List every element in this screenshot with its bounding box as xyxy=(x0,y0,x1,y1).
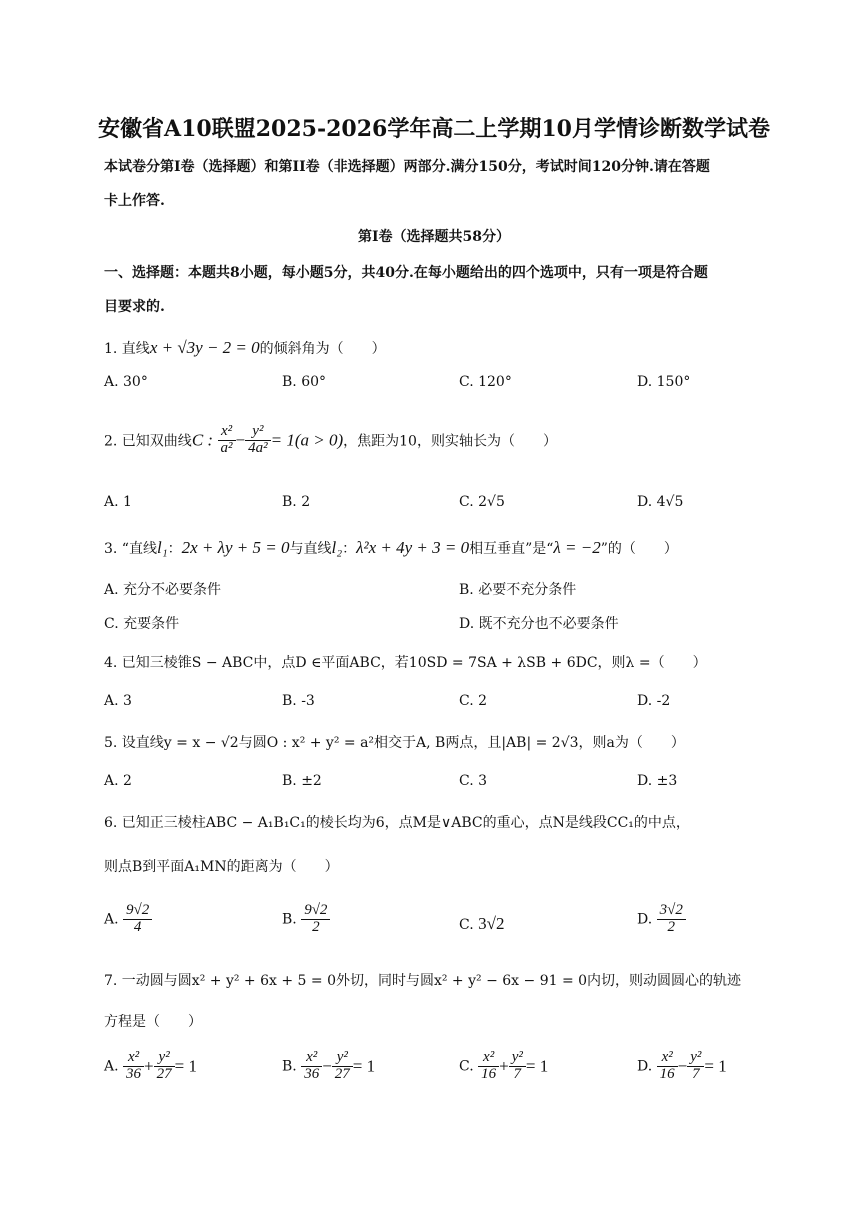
q3-text-b: ： xyxy=(167,541,182,557)
q4-option-c: C. 2 xyxy=(459,693,488,709)
q7-option-a: A. $\frac{\text{x²}}{36}$ + $\frac{\text{y²}}{27}$ = 1 xyxy=(104,1049,197,1082)
q4-option-a: A. 3 xyxy=(104,693,132,709)
q1-option-a: A. 30° xyxy=(104,374,148,390)
intro-line-2: 卡上作答. xyxy=(104,193,165,209)
section-title: 第I卷（选择题共58分） xyxy=(357,229,511,245)
q2-option-c: C. 2√5 xyxy=(459,494,505,510)
q6-option-a: A. $\frac{9√2}{4}$ xyxy=(104,903,152,936)
intro-line-1: 本试卷分第I卷（选择题）和第II卷（非选择题）两部分.满分150分，考试时间120分钟.请在答题 xyxy=(104,159,710,175)
exam-title: 安徽省A10联盟2025-2026学年高二上学期10月学情诊断数学试卷 xyxy=(98,116,770,142)
q3-text-d: ： xyxy=(342,541,357,557)
question-4: 4. 已知三棱锥S − ABC中，点D ∈平面ABC，若10SD = 7SA + λSB + 6DC，则λ =（ ） xyxy=(104,655,707,671)
q1-option-d: D. 150° xyxy=(637,374,691,390)
q3-text-e: 相互垂直”是“ xyxy=(469,541,554,557)
q7-option-c: C. $\frac{\text{x²}}{16}$ + $\frac{\text{y²}}{7}$ = 1 xyxy=(459,1049,549,1082)
q6-option-c: C. 3√2 xyxy=(459,914,505,933)
q3-option-b: B. 必要不充分条件 xyxy=(459,582,577,598)
q3-option-d: D. 既不充分也不必要条件 xyxy=(459,616,619,632)
q3-option-c: C. 充要条件 xyxy=(104,616,180,632)
question-7-line-2: 方程是（ ） xyxy=(104,1014,202,1030)
q4-option-d: D. -2 xyxy=(637,693,671,709)
q7-option-d: D. $\frac{\text{x²}}{16}$ − $\frac{\text{y²}}{7}$ = 1 xyxy=(637,1049,727,1082)
q3-text-a: 3. “直线 xyxy=(104,541,157,557)
q1-option-b: B. 60° xyxy=(282,374,327,390)
q2-option-d: D. 4√5 xyxy=(637,494,684,510)
q5-option-d: D. ±3 xyxy=(637,773,678,789)
q2-suffix: ，焦距为10，则实轴长为（ ） xyxy=(343,433,557,450)
q2-eq-left: C : xyxy=(191,430,214,450)
part1-instructions-line-1: 一、选择题：本题共8小题，每小题5分，共40分.在每小题给出的四个选项中，只有一项是符合题 xyxy=(104,265,708,281)
question-6-line-2: 则点B到平面A₁MN的距离为（ ） xyxy=(104,859,339,875)
q6-option-d: D. $\frac{3√2}{2}$ xyxy=(637,903,686,936)
q2-option-b: B. 2 xyxy=(282,494,311,510)
q4-option-b: B. -3 xyxy=(282,693,315,709)
q2-eq-right: = 1(a > 0) xyxy=(270,430,344,450)
question-1 xyxy=(104,338,386,358)
q2-fraction-y: $\frac{\text{y²}}{\text{4a²}}$ xyxy=(245,424,271,457)
q5-option-a: A. 2 xyxy=(104,773,132,789)
q3-l2: l₂ xyxy=(331,538,343,557)
q3-text-f: ”的（ ） xyxy=(600,541,678,557)
q3-text-c: 与直线 xyxy=(289,541,332,557)
q5-option-b: B. ±2 xyxy=(282,773,322,789)
q2-prefix: 2. 已知双曲线 xyxy=(104,433,192,450)
question-3 xyxy=(104,538,678,558)
q1-suffix: 的倾斜角为（ ） xyxy=(259,341,386,357)
question-6-line-1: 6. 已知正三棱柱ABC − A₁B₁C₁的棱长均为6，点M是∨ABC的重心，点N是线段CC₁的中点， xyxy=(104,815,690,831)
q1-option-c: C. 120° xyxy=(459,374,512,390)
q7-option-b: B. $\frac{\text{x²}}{36}$ − $\frac{\text{y²}}{27}$ = 1 xyxy=(282,1049,376,1082)
q1-equation: x + √3y − 2 = 0 xyxy=(149,338,260,357)
q6-option-b: B. $\frac{9√2}{2}$ xyxy=(282,903,330,936)
q3-eq2: λ²x + 4y + 3 = 0 xyxy=(356,538,470,557)
question-7-line-1: 7. 一动圆与圆x² + y² + 6x + 5 = 0外切，同时与圆x² + y² − 6x − 91 = 0内切，则动圆圆心的轨迹 xyxy=(104,973,742,989)
q3-eq1: 2x + λy + 5 = 0 xyxy=(181,538,290,557)
question-2: 2. 已知双曲线C : $\frac{\text{x²}}{\text{a²}}$ − $\frac{\text{y²}}{\text{4a²}}$ = 1(a > 0)，焦距为10，则实轴长为（ ） xyxy=(104,423,557,456)
q2-option-a: A. 1 xyxy=(104,494,132,510)
q3-l1: l₁ xyxy=(156,538,168,557)
q3-eq3: λ = −2 xyxy=(553,538,601,557)
part1-instructions-line-2: 目要求的. xyxy=(104,299,165,315)
q1-prefix: 1. 直线 xyxy=(104,341,150,357)
question-5: 5. 设直线y = x − √2与圆O : x² + y² = a²相交于A, B两点，且|AB| = 2√3，则a为（ ） xyxy=(104,735,685,751)
q5-option-c: C. 3 xyxy=(459,773,488,789)
q3-option-a: A. 充分不必要条件 xyxy=(104,582,222,598)
q2-fraction-x: $\frac{\text{x²}}{\text{a²}}$ xyxy=(218,424,236,457)
